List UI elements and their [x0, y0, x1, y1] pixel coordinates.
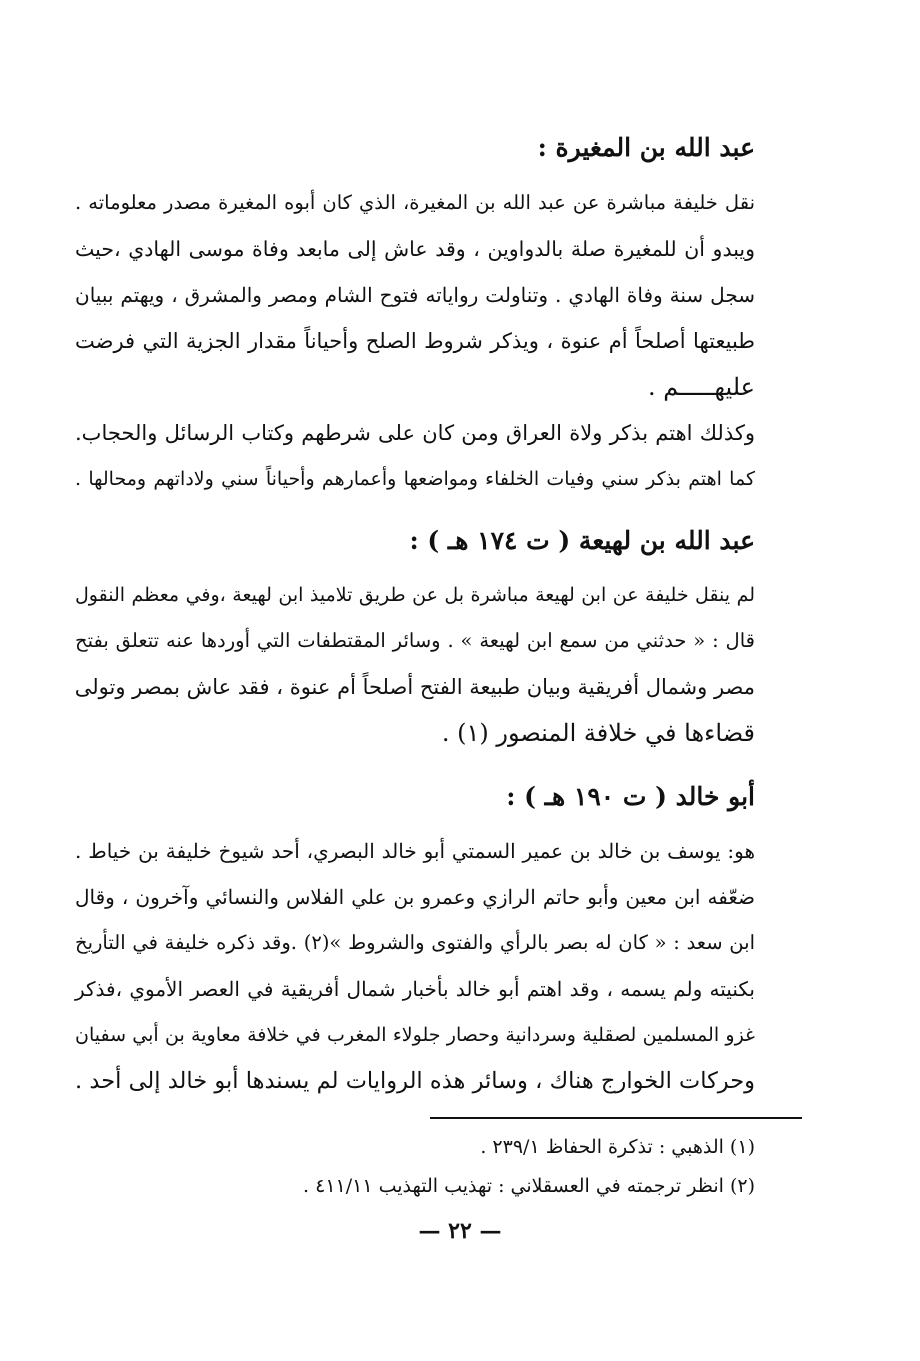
section-heading: أبو خالد ( ت ١٩٠ هـ ) :: [506, 782, 755, 811]
paragraph-line: نقل خليفة مباشرة عن عبد الله بن المغيرة، الذي كان أبوه المغيرة مصدر معلوماته .: [75, 191, 755, 214]
paragraph-line: لم ينقل خليفة عن ابن لهيعة مباشرة بل عن طريق تلاميذ ابن لهيعة ،وفي معظم النقول: [75, 584, 755, 606]
paragraph-line: ويبدو أن للمغيرة صلة بالدواوين ، وقد عاش إلى مابعد وفاة موسى الهادي ،حيث: [75, 237, 755, 261]
footnote-divider: [430, 1117, 802, 1119]
paragraph-line: هو: يوسف بن خالد بن عمير السمتي أبو خالد البصري، أحد شيوخ خليفة بن خياط .: [75, 839, 755, 863]
paragraph-line: ابن سعد : « كان له بصر بالرأي والفتوى والشروط »(٢) .وقد ذكره خليفة في التأريخ: [75, 931, 755, 954]
paragraph-line: سجل سنة وفاة الهادي . وتناولت رواياته فتوح الشام ومصر والمشرق ، ويهتم ببيان: [75, 283, 755, 307]
paragraph-line: غزو المسلمين لصقلية وسردانية وحصار جلولاء المغرب في خلافة معاوية بن أبي سفيان: [75, 1024, 755, 1046]
page-number: — ٢٢ —: [418, 1218, 502, 1244]
paragraph-line: وحركات الخوارج هناك ، وسائر هذه الروايات لم يسندها أبو خالد إلى أحد .: [75, 1068, 755, 1094]
paragraph-line: بكنيته ولم يسمه ، وقد اهتم أبو خالد بأخبار شمال أفريقية في العصر الأموي ،فذكر: [75, 977, 755, 1001]
paragraph-line: ضعّفه ابن معين وأبو حاتم الرازي وعمرو بن علي الفلاس والنسائي وآخرون ، وقال: [75, 885, 755, 909]
paragraph-line: قضاءها في خلافة المنصور (١) .: [441, 719, 755, 747]
paragraph-line: مصر وشمال أفريقية وبيان طبيعة الفتح أصلحاً أم عنوة ، فقد عاش بمصر وتولى: [74, 675, 755, 699]
paragraph-line: طبيعتها أصلحاً أم عنوة ، ويذكر شروط الصلح وأحياناً مقدار الجزية التي فرضت: [75, 329, 755, 353]
section-heading: عبد الله بن المغيرة :: [537, 133, 755, 162]
document-page: [75, 0, 755, 1361]
paragraph-line: عليهـــــم .: [648, 373, 755, 401]
section-heading: عبد الله بن لهيعة ( ت ١٧٤ هـ ) :: [409, 526, 755, 555]
paragraph-line: وكذلك اهتم بذكر ولاة العراق ومن كان على شرطهم وكتاب الرسائل والحجاب.: [75, 421, 755, 445]
paragraph-line: قال : « حدثني من سمع ابن لهيعة » . وسائر المقتطفات التي أوردها عنه تتعلق بفتح: [75, 629, 755, 652]
footnote: (٢) انظر ترجمته في العسقلاني : تهذيب التهذيب ٤١١/١١ .: [303, 1175, 755, 1197]
footnote: (١) الذهبي : تذكرة الحفاظ ٢٣٩/١ .: [480, 1136, 755, 1158]
paragraph-line: كما اهتم بذكر سني وفيات الخلفاء ومواضعها وأعمارهم وأحياناً سني ولاداتهم ومحالها .: [75, 468, 755, 490]
